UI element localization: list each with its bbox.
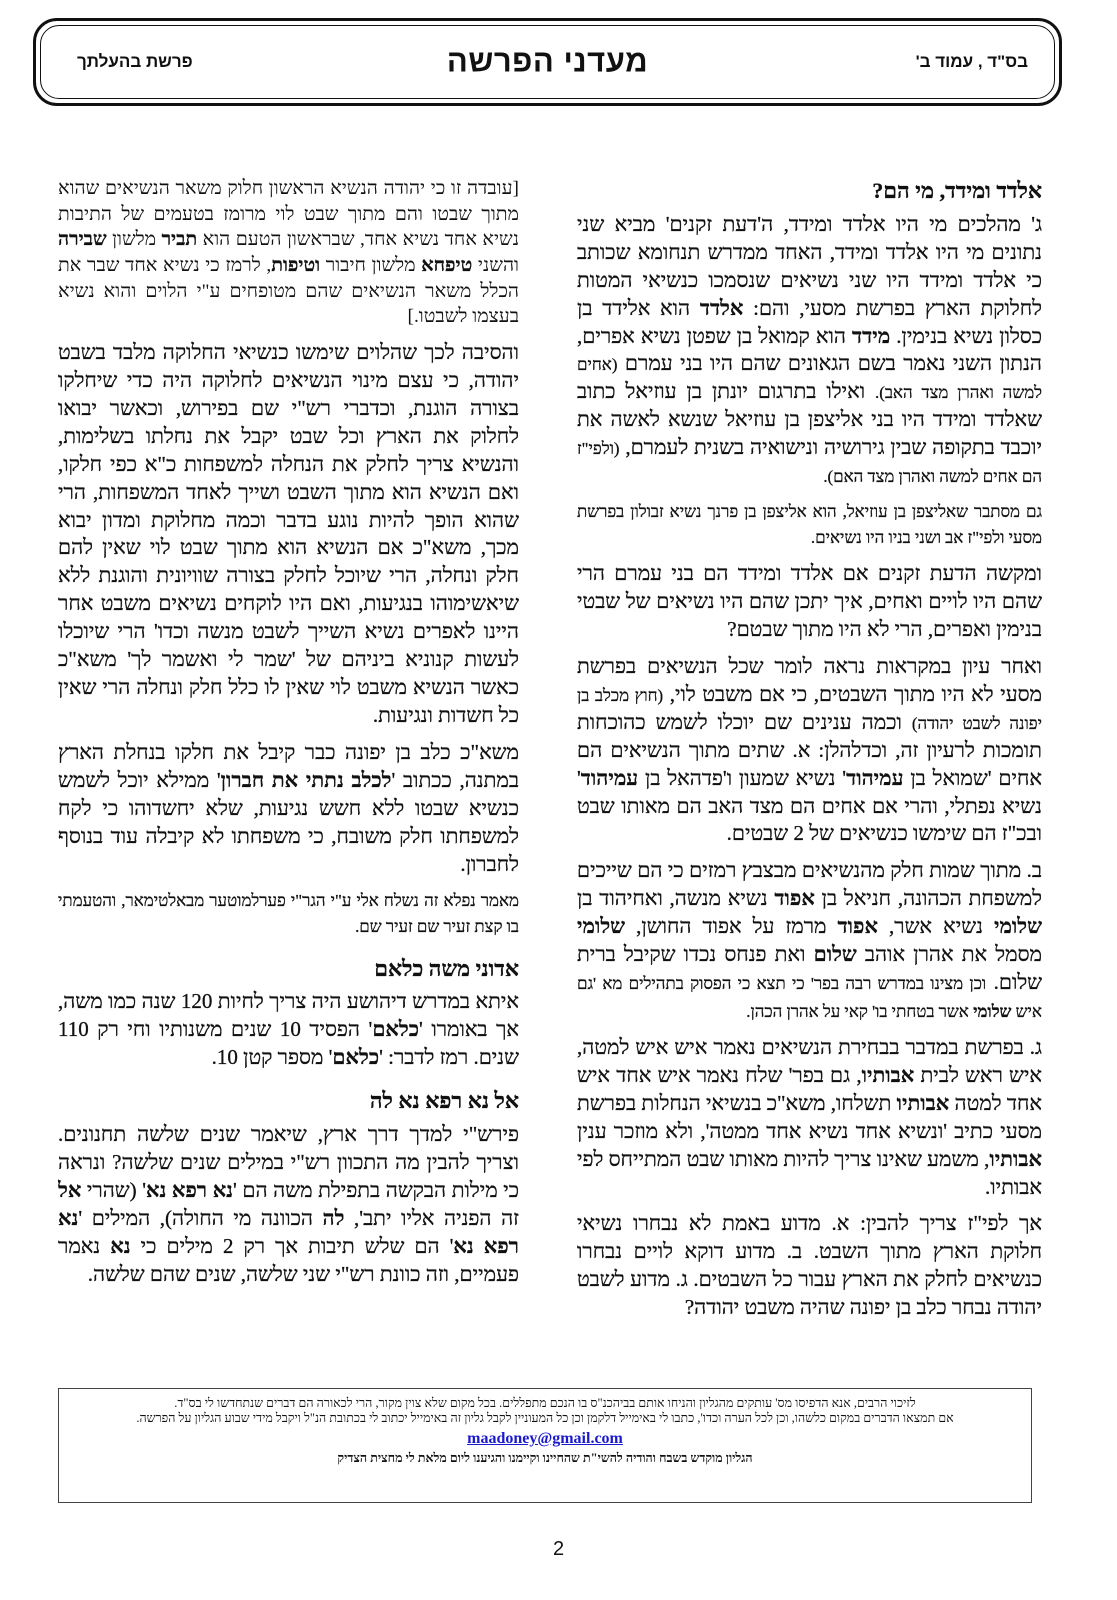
text-run: הכוונה מי החולה), המילים ' xyxy=(78,1205,323,1230)
text-run: והסיבה לכך שהלוים שימשו כנשיאי החלוקה מלבד בשבט יהודה, כי עצם מינוי הנשיאים לחלוקה היה כדי שיחלקו בצורה הוגנת, וכדברי רש"י שם בפירוש, וכאשר יבואו לחלוק את הארץ וכל שבט יקבל את נחלתו בשלימות, והנשיא צריך לחלק את הנחלה למשפחות כ"א כפי חלקו, ואם הנשיא הוא מתוך השבט ושייך לאחד המשפחות, הרי שהוא הופך להיות נוגע בדבר וכמה מחלוקת ומדון יבוא מכך, משא"כ אם הנשיא הוא מתוך שבט לוי שאין להם חלק ונחלה, הרי שיוכל לחלק בצורה שוויונית והוגנת ללא שיאשימוהו בנגיעות, ואם היו לוקחים נשיאים משבט אחר היינו לאפרים נשיא השייך לשבט מנשה וכדו' הרי שיוכלו לעשות קנוניא ביניהם של 'שמר לי ואשמר לך' משא"כ כאשר הנשיא משבט לוי שאין לו כלל חלק ונחלה הרי שאין כל חשדות ונגיעות. xyxy=(58,340,519,728)
article-paragraph xyxy=(58,339,519,730)
left-column xyxy=(58,176,519,1384)
text-run: ' מספר קטן 10. xyxy=(211,1045,333,1070)
article-paragraph xyxy=(58,739,519,879)
text-run: ואת פנחס נכדו שקיבל ברית שלום. xyxy=(577,942,1042,995)
small-text-run: (חוץ מכלב בן יפונה לשבט יהודה) xyxy=(577,685,1042,733)
text-run: נשיא אשר, xyxy=(877,914,994,939)
parasha-name: פרשת בהעלתך xyxy=(77,52,193,71)
text-run: והשני xyxy=(472,255,519,277)
bold-text-run: עמיהוד xyxy=(580,765,639,790)
text-run: מרמז על אפוד החושן, xyxy=(625,914,838,939)
bold-text-run: תביר xyxy=(161,229,198,251)
bold-text-run: שבירה xyxy=(58,229,107,251)
bold-text-run: אפוד xyxy=(837,914,878,939)
text-run: משא"כ כלב בן יפונה כבר קיבל את חלקו בנחלת הארץ במתנה, ככתוב ' xyxy=(58,739,519,792)
section-heading: אדוני משה כלאם xyxy=(374,955,519,981)
bold-text-run: וטיפות xyxy=(271,255,321,277)
bold-text-run: אפוד xyxy=(774,886,815,911)
text-run: גם מסתבר שאליצפן בן עוזיאל, הוא אליצפן בן פרנך נשיא זבולון בפרשת מסעי ולפי"ז אב ושני בניו היו נשיאים. xyxy=(577,502,1042,548)
text-run: ואחר עיון במקראות נראה לומר שכל הנשיאים בפרשת מסעי לא היו מתוך השבטים, כי אם משבט לוי, xyxy=(577,653,1042,706)
bold-text-run: אבותיו xyxy=(989,1146,1042,1171)
text-run: איתא במדרש דיהושע היה צריך לחיות 120 שנה כמו משה, אך באומרו ' xyxy=(58,989,519,1042)
contact-email-link[interactable]: maadoney@gmail.com xyxy=(467,1430,623,1447)
footer-notice-line: אם תמצאו הדברים במקום כלשהו, וכן לכל הערה וכדו', כתבו לי באימייל דלקמן וכן כל המעוניין לקבל גליון זה באימייל יכתוב לי בכתובת הנ"ל ויקבל מידי שבוע הגליון על הפרשה. xyxy=(136,1410,954,1425)
bold-text-run: טיפחא xyxy=(421,255,473,277)
text-run: ' (שהרי xyxy=(81,1177,147,1202)
text-run: ' נשיא שמעון ו'פדהאל בן xyxy=(638,765,847,790)
right-column xyxy=(577,176,1042,1384)
small-text-run: (אחים למשה ואהרן מצד האב). xyxy=(577,355,1042,403)
bold-text-run: שלומי xyxy=(993,914,1042,939)
text-run: ואילו בתרגום יונתן בן עוזיאל כתוב שאלדד ומידד היו בני אליצפן בן עוזיאל שנשא לאשה את יוכבד בתקופה שבין גירושיה ונישואיה בשנית לעמרם, xyxy=(577,379,1042,460)
article-paragraph xyxy=(58,1121,519,1289)
credit-note xyxy=(58,888,519,940)
page-number: 2 xyxy=(552,1538,565,1560)
text-run: זה הפניה אליו יתב', xyxy=(344,1205,519,1230)
bold-text-run: כלאם xyxy=(372,1017,419,1042)
bold-text-run: אל xyxy=(58,1177,82,1202)
text-run: , גם בפר' שלח נאמר איש אחד איש אחד למטה xyxy=(577,1062,1042,1115)
article-paragraph xyxy=(577,857,1042,1025)
text-run: פירש"י למדך דרך ארץ, שיאמר שנים שלשה תחנונים. וצריך להבין מה התכוון רש"י במילים שנים שלשה? ונראה כי מילות הבקשה בתפילת משה הם ' xyxy=(58,1122,519,1202)
text-run: נאמר פעמיים, וזה כוונת רש"י שני שלשה, שנים שהם שלשה. xyxy=(58,1233,519,1286)
bold-text-run: לה xyxy=(322,1205,345,1230)
article-paragraph xyxy=(58,988,519,1072)
bold-text-run: כלאם xyxy=(332,1045,380,1070)
bold-text-run: מידד xyxy=(852,323,891,348)
header-inner-frame xyxy=(40,25,1055,99)
text-run: מלשון xyxy=(106,229,162,251)
text-run: ' ממילא יוכל לשמש כנשיא שבטו ללא חשש נגיעות, שלא יחשדוהו כי לקח למשפחתו חלק משובח, כי משפחתו לא קיבלה עוד בנוסף לחברון. xyxy=(58,767,519,876)
section-heading: אלדד ומידד, מי הם? xyxy=(872,178,1042,203)
text-run: ב. מתוך שמות חלק מהנשיאים מבצבץ רמזים כי הם שייכים למשפחת הכהונה, חניאל בן xyxy=(577,858,1042,911)
text-run: ' הם שלש תיבות אך רק 2 מילים כי xyxy=(130,1233,454,1258)
article-paragraph xyxy=(577,211,1042,490)
bold-text-run: נא רפא נא xyxy=(146,1177,234,1202)
newsletter-title: מעדני הפרשה xyxy=(446,43,649,79)
text-run: מאמר נפלא זה נשלח אלי ע"י הגר"י פערלמוטער מבאלטימאר, והטעמתי בו קצת זעיר שם זעיר שם. xyxy=(58,890,519,936)
text-run: הוא קמואל בן שפטן נשיא אפרים, הנתון השני נאמר בשם הגאונים שהם היו בני עמרם xyxy=(577,323,1042,376)
bold-text-run: אלדד xyxy=(699,295,744,320)
text-run: מסמל את אהרן אוהב xyxy=(856,942,1042,967)
text-run: הוא אלידד בן כסלון נשיא בנימין. xyxy=(577,295,1042,348)
article-paragraph-small xyxy=(577,499,1042,551)
text-run: מלשון חיבור xyxy=(320,255,422,277)
small-text-run: אשר בטחתי בו' קאי על אהרן הכהן. xyxy=(746,1001,974,1021)
bold-text-run: שלומי xyxy=(577,914,626,939)
article-paragraph xyxy=(577,560,1042,644)
section-heading: אל נא רפא נא לה xyxy=(369,1088,519,1114)
text-run: , לרמז כי נשיא אחד שבר את הכלל משאר הנשיאים שהם מטופחים ע"י הלוים והוא נשיא בעצמו לשבטו.] xyxy=(58,255,519,328)
article-paragraph xyxy=(577,1210,1042,1322)
text-run: ' נשיא נפתלי, והרי אם אחים הם מצד האב הם מאותו שבט ובכ"ז הם שימשו כנשיאים של 2 שבטים. xyxy=(577,765,1042,846)
text-run: ג' מהלכים מי היו אלדד ומידד, ה'דעת זקנים' מביא שני נתונים מי היו אלדד ומידד, האחד ממדרש תנחומא שכותב כי אלדד ומידד היו שני נשיאים שנסמכו כנשיאי המטות לחלוקת הארץ בפרשת מסעי, והם: xyxy=(577,211,1042,320)
text-run: ' הפסיד 10 שנים משנותיו וחי רק 110 שנים. רמז לדבר: ' xyxy=(58,1017,519,1070)
small-bold-text-run: שלומי xyxy=(973,1001,1012,1021)
bracketed-note-paragraph xyxy=(58,176,519,330)
footer-box xyxy=(58,1388,1032,1503)
page-label: בס"ד , עמוד ב' xyxy=(915,52,1028,71)
header-frame xyxy=(33,18,1062,106)
text-run: ומקשה הדעת זקנים אם אלדד ומידד הם בני עמרם הרי שהם היו לויים ואחים, איך יתכן שהם היו נשיאים של שבטי בנימין ואפרים, הרי לא היו מתוך שבטם? xyxy=(577,561,1042,641)
text-run: , משמע שאינו צריך להיות מאותו שבט המתייחס לפי אבותיו. xyxy=(577,1146,1042,1199)
bold-text-run: אבותיו xyxy=(896,1090,950,1115)
bold-text-run: אבותיו xyxy=(861,1062,915,1087)
text-run: נשיא מנשה, ואחיהוד בן xyxy=(577,886,775,911)
text-run: ג. בפרשת במדבר בבחירת הנשיאים נאמר איש איש למטה, איש ראש לבית xyxy=(577,1034,1042,1087)
bold-text-run: נא רפא נא xyxy=(58,1205,519,1258)
dedication-text: הגליון מוקדש בשבח והודיה להשי"ת שהחיינו וקיימנו והגיענו ליום מלאת לי מחצית הצדיק xyxy=(337,1451,753,1465)
article-paragraph xyxy=(577,653,1042,848)
text-run: תשלחו, משא"כ בנשיאי הנחלות בפרשת מסעי כתיב 'ונשיא אחד נשיא אחד ממטה', ולא מוזכר ענין xyxy=(577,1090,1042,1143)
text-run: [עובדה זו כי יהודה הנשיא הראשון חלוק משאר הנשיאים שהוא מתוך שבטו והם מתוך שבט לוי מרומז בטעמים של התיבות נשיא אחד נשיא אחד, שבראשון הטעם הוא xyxy=(58,178,519,251)
bold-text-run: שלום xyxy=(813,942,857,967)
small-text-run: וכן מצינו במדרש רבה בפר' כי תצא כי הפסוק בתהילים מא 'גם איש xyxy=(577,974,1042,1021)
bold-text-run: עמיהוד xyxy=(846,765,904,790)
small-text-run: (ולפי"ז הם אחים למשה ואהרן מצד האם). xyxy=(577,439,1042,487)
bold-text-run: לכלב נתתי את חברון xyxy=(220,767,392,792)
article-paragraph xyxy=(577,1034,1042,1202)
text-run: אך לפי"ז צריך להבין: א. מדוע באמת לא נבחרו נשיאי חלוקת הארץ מתוך השבט. ב. מדוע דוקא לויים נבחרו כנשיאים לחלק את הארץ עבור כל השבטים. ג. מדוע לשבט יהודה נבחר כלב בן יפונה שהיה משבט יהודה? xyxy=(577,1211,1042,1320)
text-run: וכמה ענינים שם יוכלו לשמש כהוכחות תומכות לרעיון זה, וכדלהלן: א. שתים מתוך הנשיאים הם אחים 'שמואל בן xyxy=(577,709,1042,790)
footer-notice-line: לזיכוי הרבים, אנא הדפיסו מס' עותקים מהגליון והניחו אותם בביהכנ"ס בו הנכם מתפללים. בכל מקום שלא צוין מקור, הרי לכאורה הם דברים שנתחדשו לי בס"ד. xyxy=(174,1396,916,1410)
bold-text-run: נא xyxy=(110,1233,131,1258)
